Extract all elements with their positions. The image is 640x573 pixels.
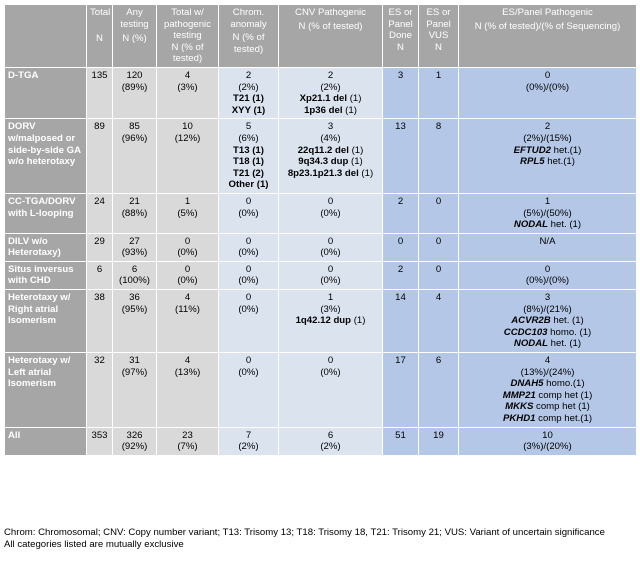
chrom-n: 7: [245, 429, 252, 441]
header-cnv: [279, 5, 383, 68]
cnv-pct: (4%): [320, 132, 341, 144]
chrom-pct: (2%): [238, 441, 259, 453]
any-pct: (100%): [119, 275, 150, 287]
header-cnv-unit: N (% of tested): [298, 20, 363, 32]
cell-es-done: 3: [383, 67, 419, 118]
row-label: Situs inversus with CHD: [5, 261, 87, 289]
cnv-count: (1): [348, 144, 364, 156]
gene-result: het.(1): [544, 156, 575, 168]
cell-es-vus: 0: [419, 193, 459, 233]
gene-name: MMP21: [502, 389, 536, 401]
cell-any-testing: [113, 233, 157, 261]
cell-cnv: [279, 233, 383, 261]
cnv-pct: (3%): [320, 303, 341, 315]
cnv-pct: (0%): [320, 275, 341, 287]
cnv-n: 6: [327, 429, 334, 441]
cell-total: 24: [87, 193, 113, 233]
header-es-pathogenic: [459, 5, 637, 68]
cell-cnv: [279, 119, 383, 194]
row-label: D-TGA: [5, 67, 87, 118]
any-pct: (93%): [121, 247, 148, 259]
chrom-n: 0: [245, 355, 252, 367]
cell-chrom-anomaly: [219, 290, 279, 353]
cell-total: 353: [87, 427, 113, 455]
cnv-count: (1): [342, 104, 357, 116]
cell-cnv: [279, 261, 383, 289]
cell-es-done: 2: [383, 261, 419, 289]
cell-total: 135: [87, 67, 113, 118]
chrom-n: 0: [245, 292, 252, 304]
pathogenic-n: 1: [184, 195, 191, 207]
header-any-unit: N (%): [122, 33, 147, 45]
gene-variant: [462, 315, 633, 327]
cell-es-vus: 0: [419, 233, 459, 261]
pathogenic-pct: (0%): [177, 247, 198, 259]
header-total: [87, 5, 113, 68]
header-chrom-unit: N (% of tested): [232, 32, 265, 55]
any-pct: (96%): [121, 132, 148, 144]
es-pathogenic-n: 3: [544, 292, 551, 304]
cell-es-done: 14: [383, 290, 419, 353]
chrom-pct: (0%): [238, 366, 259, 378]
footnote: [4, 527, 636, 551]
pathogenic-n: 0: [184, 235, 191, 247]
cnv-n: 0: [327, 355, 334, 367]
gene-variant: [462, 156, 633, 168]
footnote-abbreviations: Chrom: Chromosomal; CNV: Copy number variant; T13: Trisomy 13; T18: Trisomy 18, T21: Trisomy 21; VUS: Variant of uncertain significance: [4, 527, 605, 538]
any-pct: (92%): [121, 441, 148, 453]
gene-result: homo.(1): [543, 378, 585, 390]
any-n: 6: [131, 263, 138, 275]
table-row: [5, 233, 637, 261]
gene-variant: [462, 219, 633, 231]
cnv-variant: 1q42.12 dup: [295, 315, 352, 327]
cnv-count: (1): [347, 93, 362, 105]
cell-es-pathogenic: [459, 193, 637, 233]
header-any-title: Any testing: [120, 7, 149, 30]
cell-cnv: [279, 353, 383, 428]
gene-result: comp het.(1): [535, 413, 593, 424]
cell-es-pathogenic: [459, 427, 637, 455]
chrom-pct: (0%): [238, 247, 259, 259]
cnv-pct: (0%): [320, 366, 341, 378]
cell-es-vus: 4: [419, 290, 459, 353]
header-es-vus-unit: N: [435, 41, 442, 53]
header-es-pathogenic-unit: N (% of tested)/(% of Sequencing): [474, 20, 621, 32]
es-pathogenic-pct: (13%)/(24%): [520, 366, 575, 378]
es-pathogenic-n: 4: [544, 355, 551, 367]
chrom-n: 5: [245, 121, 252, 133]
table-row: [5, 67, 637, 118]
pathogenic-pct: (5%): [177, 207, 198, 219]
any-n: 36: [129, 292, 140, 304]
cell-any-testing: [113, 67, 157, 118]
chrom-pct: (6%): [238, 132, 259, 144]
es-pathogenic-n: 0: [544, 263, 551, 275]
cnv-count: (1): [348, 156, 363, 168]
gene-result: het. (1): [548, 338, 582, 350]
cnv-n: 0: [327, 263, 334, 275]
header-pathogenic-title: Total w/ pathogenic testing: [164, 7, 211, 42]
footnote-exclusive-note: All categories listed are mutually exclusive: [4, 539, 184, 550]
any-pct: (97%): [121, 366, 148, 378]
es-pathogenic-pct: (0%)/(0%): [525, 81, 570, 93]
gene-result: het.(1): [550, 144, 582, 156]
pathogenic-n: 10: [182, 121, 193, 133]
pathogenic-n: 4: [184, 355, 191, 367]
gene-variant: [462, 378, 633, 390]
cell-es-pathogenic: [459, 353, 637, 428]
table-row: [5, 290, 637, 353]
gene-variant: [462, 401, 633, 413]
pathogenic-n: 23: [182, 429, 193, 441]
pathogenic-pct: (3%): [177, 81, 198, 93]
cell-any-testing: [113, 427, 157, 455]
cell-cnv: [279, 427, 383, 455]
pathogenic-pct: (11%): [175, 303, 200, 315]
es-pathogenic-pct: (0%)/(0%): [525, 275, 570, 287]
header-total-title: Total: [90, 7, 111, 18]
cell-any-testing: [113, 353, 157, 428]
cell-cnv: [279, 67, 383, 118]
chrom-n: 2: [245, 69, 252, 81]
cnv-pct: (0%): [320, 207, 341, 219]
gene-name: NODAL: [513, 338, 549, 350]
row-label: CC-TGA/DORV with L-looping: [5, 193, 87, 233]
cell-pathogenic: [157, 67, 219, 118]
gene-name: DNAH5: [510, 378, 544, 390]
any-n: 31: [129, 355, 140, 367]
cell-chrom-anomaly: [219, 67, 279, 118]
gene-variant: [462, 145, 633, 157]
pathogenic-n: 4: [184, 292, 191, 304]
cell-chrom-anomaly: [219, 119, 279, 194]
cnv-pct: (0%): [320, 247, 341, 259]
table-header: [5, 5, 637, 68]
cnv-detail: [282, 145, 379, 157]
cnv-count: (1): [358, 167, 374, 179]
gene-name: RPL5: [520, 156, 545, 168]
cnv-n: 2: [327, 69, 334, 81]
any-n: 27: [129, 235, 140, 247]
es-pathogenic-n: 10: [542, 429, 553, 441]
cnv-variant: 1p36 del: [304, 104, 343, 116]
cell-any-testing: [113, 290, 157, 353]
any-n: 120: [126, 69, 143, 81]
cnv-variant: 8p23.1p21.3 del: [287, 167, 359, 179]
cell-es-done: 17: [383, 353, 419, 428]
es-pathogenic-n: 1: [544, 195, 551, 207]
cell-pathogenic: [157, 193, 219, 233]
cnv-detail: [282, 93, 379, 105]
cell-es-pathogenic: [459, 119, 637, 194]
gene-variant: [462, 327, 633, 339]
es-pathogenic-n: 0: [544, 69, 551, 81]
cell-es-pathogenic: [459, 290, 637, 353]
cell-pathogenic: [157, 119, 219, 194]
row-label: DORV w/malposed or side-by-side GA w/o heterotaxy: [5, 119, 87, 194]
any-n: 21: [129, 195, 140, 207]
cell-es-pathogenic: [459, 67, 637, 118]
es-pathogenic-pct: (2%)/(15%): [523, 132, 572, 144]
cnv-n: 1: [327, 292, 334, 304]
es-pathogenic-pct: (8%)/(21%): [523, 303, 572, 315]
results-table: [4, 4, 637, 456]
chrom-detail: T13 (1): [233, 144, 264, 156]
chrom-pct: (0%): [238, 275, 259, 287]
cell-chrom-anomaly: [219, 193, 279, 233]
cell-es-pathogenic: [459, 233, 637, 261]
header-chrom-title: Chrom. anomaly: [230, 7, 267, 30]
chrom-n: 0: [245, 235, 252, 247]
gene-variant: [462, 413, 633, 425]
pathogenic-n: 4: [184, 69, 191, 81]
chrom-detail: Other (1): [228, 179, 269, 191]
pathogenic-pct: (13%): [174, 366, 201, 378]
cnv-variant: 22q11.2 del: [297, 144, 349, 156]
chrom-detail: XYY (1): [231, 104, 266, 116]
table-row: [5, 119, 637, 194]
cell-cnv: [279, 290, 383, 353]
header-es-done: [383, 5, 419, 68]
cnv-pct: (2%): [320, 441, 341, 453]
cnv-detail: [282, 156, 379, 168]
chrom-n: 0: [245, 263, 252, 275]
cell-chrom-anomaly: [219, 261, 279, 289]
chrom-pct: (0%): [238, 207, 259, 219]
es-pathogenic-n: 2: [544, 121, 551, 133]
table-row: [5, 261, 637, 289]
cell-chrom-anomaly: [219, 233, 279, 261]
chrom-detail: T18 (1): [233, 156, 264, 168]
any-pct: (88%): [121, 207, 148, 219]
gene-name: PKHD1: [502, 413, 536, 424]
cell-es-vus: 19: [419, 427, 459, 455]
cell-es-vus: 1: [419, 67, 459, 118]
cell-es-pathogenic: [459, 261, 637, 289]
cell-total: 32: [87, 353, 113, 428]
header-pathogenic: [157, 5, 219, 68]
table-row: [5, 427, 637, 455]
table-body: [5, 67, 637, 455]
header-total-unit: N: [96, 32, 103, 44]
cnv-n: 0: [327, 195, 334, 207]
cell-chrom-anomaly: [219, 353, 279, 428]
cell-es-vus: 0: [419, 261, 459, 289]
pathogenic-pct: (12%): [174, 132, 201, 144]
gene-name: CCDC103: [503, 326, 548, 338]
any-n: 326: [126, 429, 143, 441]
pathogenic-pct: (7%): [177, 441, 198, 453]
gene-name: EFTUD2: [513, 144, 551, 156]
header-es-done-unit: N: [397, 41, 404, 53]
cnv-detail: [282, 315, 379, 327]
any-pct: (95%): [121, 303, 148, 315]
header-pathogenic-unit: N (% of tested): [171, 41, 204, 65]
header-cnv-title: CNV Pathogenic: [295, 7, 366, 18]
gene-result: comp het (1): [533, 401, 590, 413]
cell-any-testing: [113, 119, 157, 194]
header-es-pathogenic-title: ES/Panel Pathogenic: [502, 7, 593, 18]
cnv-variant: 9q34.3 dup: [298, 156, 349, 168]
cell-es-vus: 8: [419, 119, 459, 194]
cell-chrom-anomaly: [219, 427, 279, 455]
row-label: Heterotaxy w/ Left atrial Isomerism: [5, 353, 87, 428]
gene-name: ACVR2B: [511, 315, 551, 327]
cell-total: 6: [87, 261, 113, 289]
chrom-detail: T21 (2): [233, 167, 264, 179]
gene-result: comp het (1): [535, 389, 593, 401]
gene-variant: [462, 338, 633, 350]
chrom-pct: (2%): [238, 81, 259, 93]
header-any-testing: [113, 5, 157, 68]
chrom-detail: T21 (1): [233, 93, 264, 105]
cell-total: 89: [87, 119, 113, 194]
chrom-pct: (0%): [238, 303, 259, 315]
cell-any-testing: [113, 261, 157, 289]
table-row: [5, 193, 637, 233]
chrom-n: 0: [245, 195, 252, 207]
header-row-label: [5, 5, 87, 68]
cell-pathogenic: [157, 353, 219, 428]
gene-result: homo. (1): [547, 326, 592, 338]
cell-es-done: 51: [383, 427, 419, 455]
es-pathogenic-n: N/A: [539, 235, 556, 247]
table-row: [5, 353, 637, 428]
header-es-vus: [419, 5, 459, 68]
cell-total: 29: [87, 233, 113, 261]
pathogenic-n: 0: [184, 263, 191, 275]
cell-pathogenic: [157, 261, 219, 289]
row-label: DILV w/o Heterotaxy): [5, 233, 87, 261]
header-es-done-title: ES or Panel Done: [388, 7, 413, 42]
cell-es-done: 0: [383, 233, 419, 261]
cell-total: 38: [87, 290, 113, 353]
cell-es-done: 13: [383, 119, 419, 194]
gene-result: het. (1): [548, 219, 582, 231]
es-pathogenic-pct: (3%)/(20%): [523, 441, 572, 453]
cell-cnv: [279, 193, 383, 233]
cnv-n: 0: [327, 235, 334, 247]
cell-es-vus: 6: [419, 353, 459, 428]
row-label: Heterotaxy w/ Right atrial Isomerism: [5, 290, 87, 353]
es-pathogenic-pct: (5%)/(50%): [523, 207, 572, 219]
gene-variant: [462, 390, 633, 402]
cell-pathogenic: [157, 233, 219, 261]
cell-any-testing: [113, 193, 157, 233]
cnv-n: 3: [327, 121, 334, 133]
cell-pathogenic: [157, 290, 219, 353]
cell-pathogenic: [157, 427, 219, 455]
cnv-count: (1): [351, 315, 366, 327]
header-es-vus-title: ES or Panel VUS: [426, 7, 451, 42]
header-chrom: [219, 5, 279, 68]
cnv-variant: Xp21.1 del: [299, 93, 348, 105]
pathogenic-pct: (0%): [177, 275, 198, 287]
cnv-detail: [282, 168, 379, 180]
gene-name: MKKS: [505, 401, 534, 413]
row-label: All: [5, 427, 87, 455]
gene-name: NODAL: [513, 219, 549, 231]
cnv-detail: [282, 105, 379, 117]
cell-es-done: 2: [383, 193, 419, 233]
any-pct: (89%): [121, 81, 148, 93]
any-n: 85: [129, 121, 140, 133]
gene-result: het. (1): [550, 315, 584, 327]
cnv-pct: (2%): [320, 81, 341, 93]
